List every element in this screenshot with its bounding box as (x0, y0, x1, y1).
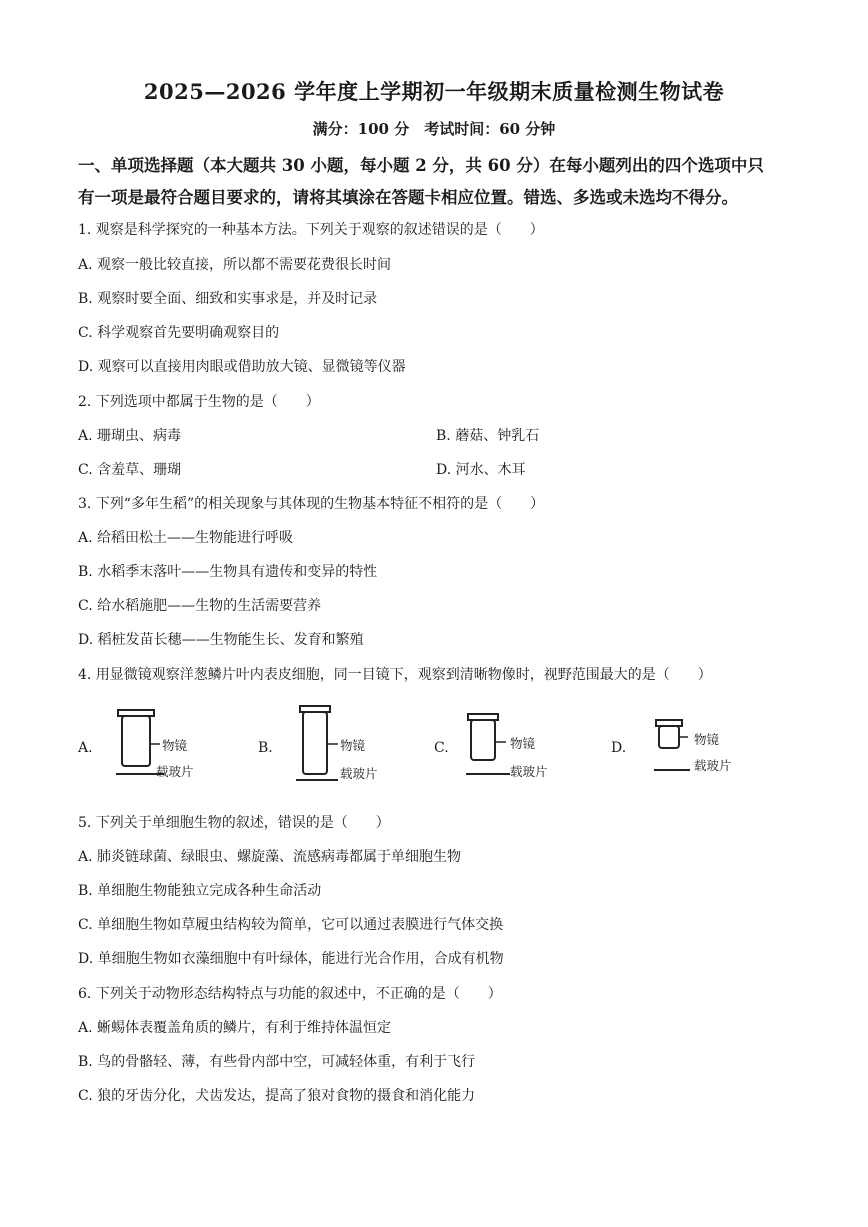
section-heading-line1: 一、单项选择题（本大题共 30 小题，每小题 2 分，共 60 分）在每小题列出的四个选项中只 (78, 156, 764, 175)
question-4-figure (78, 700, 778, 790)
question-6-option-a: A. 蜥蜴体表覆盖角质的鳞片，有利于维持体温恒定 (78, 1020, 392, 1036)
question-2-stem: 2. 下列选项中都属于生物的是（ ） (78, 394, 320, 410)
q4-option-d-objective-label: 物镜 (694, 732, 720, 747)
question-2-option-c: C. 含羞草、珊瑚 (78, 462, 182, 478)
q4-option-c-objective-label: 物镜 (510, 736, 536, 751)
exam-title: 2025—2026 学年度上学期初一年级期末质量检测生物试卷 (143, 79, 725, 104)
q4-option-d-slide-label: 载玻片 (694, 758, 732, 773)
question-1-stem: 1. 观察是科学探究的一种基本方法。下列关于观察的叙述错误的是（ ） (78, 222, 544, 238)
q4-option-c-slide-label: 载玻片 (510, 764, 548, 779)
question-2-option-a: A. 珊瑚虫、病毒 (78, 428, 182, 444)
question-4-stem: 4. 用显微镜观察洋葱鳞片叶内表皮细胞，同一目镜下，观察到清晰物像时，视野范围最大的是（ ） (78, 667, 712, 683)
question-1-option-a: A. 观察一般比较直接，所以都不需要花费很长时间 (78, 257, 392, 273)
question-5-option-b: B. 单细胞生物能独立完成各种生命活动 (78, 883, 322, 899)
question-3-option-c: C. 给水稻施肥——生物的生活需要营养 (78, 598, 322, 614)
q4-option-b-objective-diagram (296, 704, 346, 788)
q4-option-c-objective-diagram (464, 712, 514, 788)
question-1-option-c: C. 科学观察首先要明确观察目的 (78, 325, 280, 341)
q4-option-d-letter: D. (611, 740, 627, 756)
question-6-stem: 6. 下列关于动物形态结构特点与功能的叙述中，不正确的是（ ） (78, 986, 502, 1002)
question-5-option-d: D. 单细胞生物如衣藻细胞中有叶绿体，能进行光合作用，合成有机物 (78, 951, 504, 967)
question-2-option-d: D. 河水、木耳 (436, 462, 526, 478)
section-heading (78, 150, 778, 214)
section-heading-line2: 有一项是最符合题目要求的，请将其填涂在答题卡相应位置。错选、多选或未选均不得分。 (78, 188, 738, 207)
question-3-option-b: B. 水稻季末落叶——生物具有遗传和变异的特性 (78, 564, 378, 580)
question-3-option-a: A. 给稻田松土——生物能进行呼吸 (78, 530, 294, 546)
question-6-option-c: C. 狼的牙齿分化，犬齿发达，提高了狼对食物的摄食和消化能力 (78, 1088, 476, 1104)
q4-option-b-slide-label: 载玻片 (340, 766, 378, 781)
question-5-option-c: C. 单细胞生物如草履虫结构较为简单，它可以通过表膜进行气体交换 (78, 917, 504, 933)
question-5-stem: 5. 下列关于单细胞生物的叙述，错误的是（ ） (78, 815, 390, 831)
question-3-stem: 3. 下列“多年生稻”的相关现象与其体现的生物基本特征不相符的是（ ） (78, 496, 545, 512)
q4-option-a-slide-label: 载玻片 (156, 764, 194, 779)
question-1-option-b: B. 观察时要全面、细致和实事求是，并及时记录 (78, 291, 378, 307)
q4-option-b-letter: B. (258, 740, 273, 756)
question-1-option-d: D. 观察可以直接用肉眼或借助放大镜、显微镜等仪器 (78, 359, 406, 375)
question-5-option-a: A. 肺炎链球菌、绿眼虫、螺旋藻、流感病毒都属于单细胞生物 (78, 849, 462, 865)
q4-option-c-letter: C. (434, 740, 449, 756)
question-3-option-d: D. 稻桩发苗长穗——生物能生长、发育和繁殖 (78, 632, 364, 648)
question-2-option-b: B. 蘑菇、钟乳石 (436, 428, 540, 444)
q4-option-b-objective-label: 物镜 (340, 738, 366, 753)
question-6-option-b: B. 鸟的骨骼轻、薄，有些骨内部中空，可减轻体重，有利于飞行 (78, 1054, 476, 1070)
q4-option-a-letter: A. (78, 740, 93, 756)
exam-subtitle: 满分：100 分 考试时间：60 分钟 (312, 120, 556, 138)
q4-option-a-objective-label: 物镜 (162, 738, 188, 753)
